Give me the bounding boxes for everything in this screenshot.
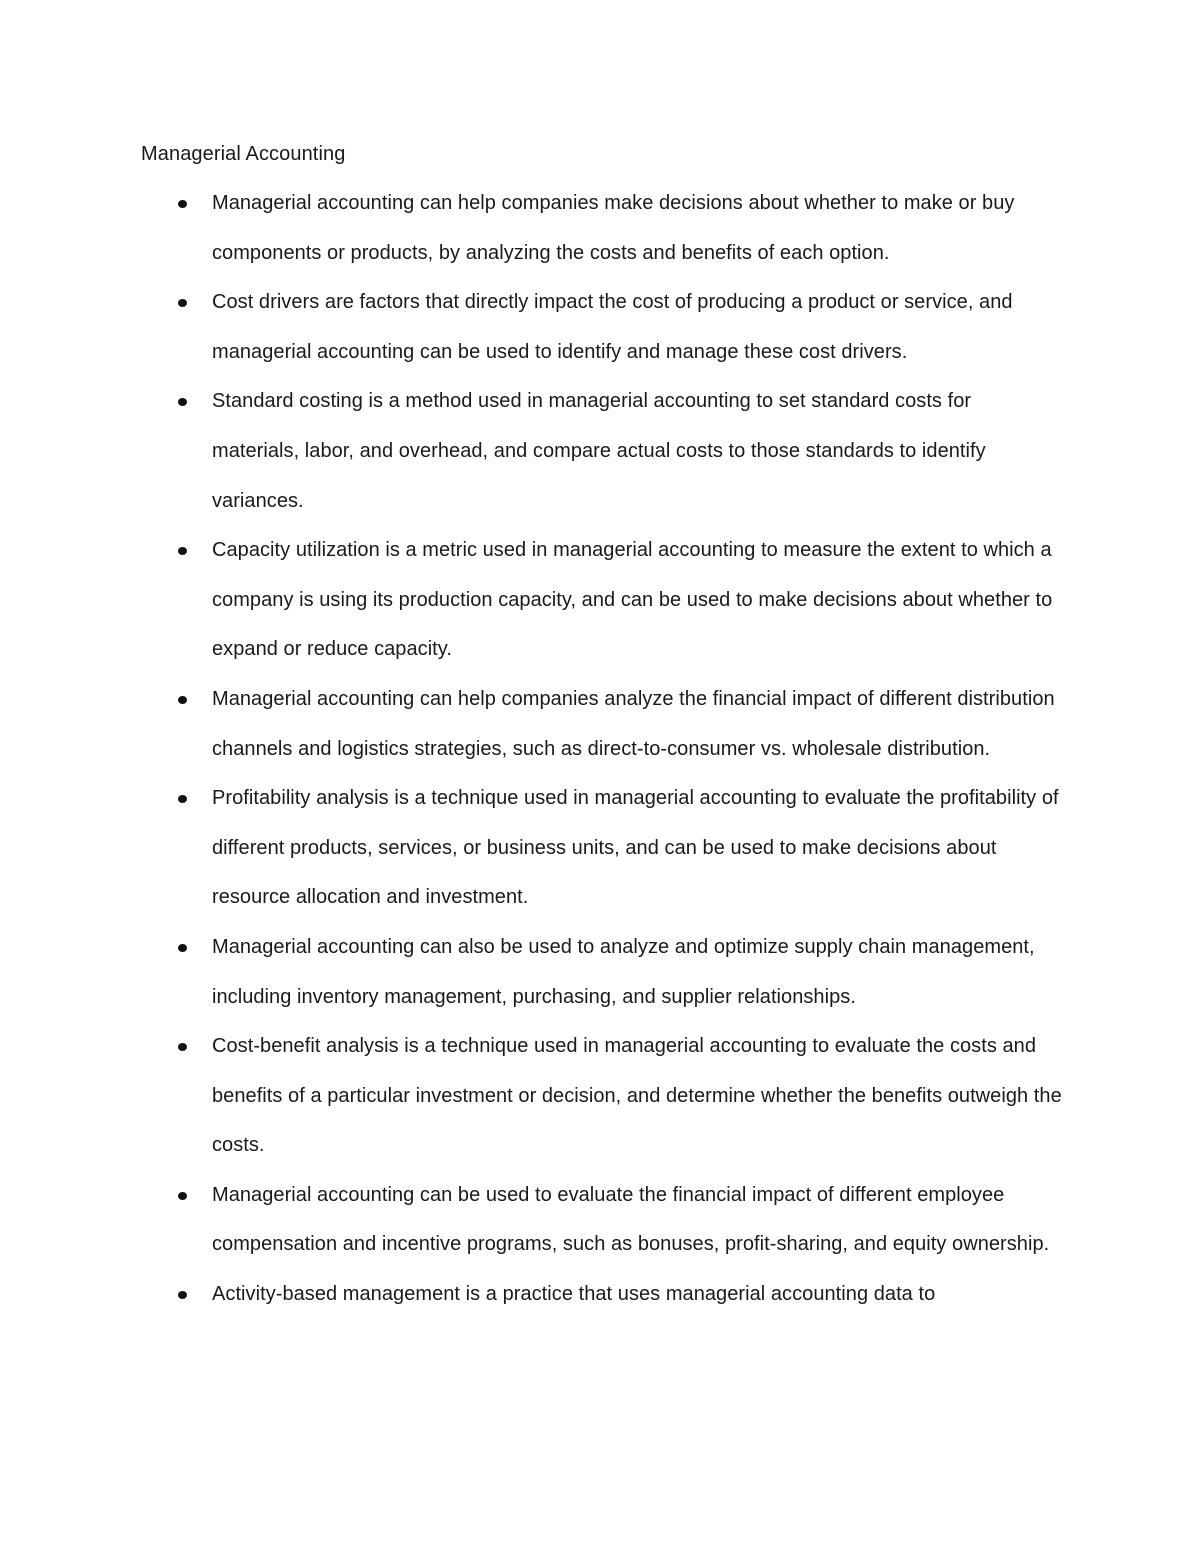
bullet-text: Capacity utilization is a metric used in managerial accounting to measure the extent to which a company is using its production capacity, and can be used to make decisions about whether to expand or reduce capacity. — [212, 539, 1053, 661]
document-title: Managerial Accounting — [141, 143, 346, 165]
bullet-text: Profitability analysis is a technique used in managerial accounting to evaluate the profitability of different products, services, or business units, and can be used to make decisions about resource allocation and investment. — [212, 787, 1059, 909]
bullet-text: Cost-benefit analysis is a technique used in managerial accounting to evaluate the costs and benefits of a particular investment or decision, and determine whether the benefits outweigh the costs. — [212, 1035, 1062, 1157]
bullet-icon — [178, 944, 187, 952]
list-item — [0, 1171, 1062, 1270]
bullet-text: Managerial accounting can help companies make decisions about whether to make or buy components or products, by analyzing the costs and benefits of each option. — [212, 192, 1015, 264]
bullet-icon — [178, 299, 187, 307]
bullet-icon — [178, 398, 187, 406]
bullet-icon — [178, 1192, 187, 1200]
bullet-list — [0, 179, 1200, 1320]
list-item — [0, 278, 1062, 377]
list-item — [0, 526, 1062, 675]
list-item — [0, 1022, 1062, 1171]
bullet-text: Managerial accounting can be used to evaluate the financial impact of different employee compensation and incentive programs, such as bonuses, profit-sharing, and equity ownership. — [212, 1183, 1050, 1256]
bullet-icon — [178, 696, 187, 704]
bullet-icon — [178, 200, 187, 208]
list-item — [0, 675, 1062, 774]
list-item — [0, 774, 1062, 923]
bullet-icon — [178, 795, 187, 803]
bullet-text: Cost drivers are factors that directly impact the cost of producing a product or service, and managerial accounting can be used to identify and manage these cost drivers. — [212, 291, 1013, 363]
bullet-text: Activity-based management is a practice that uses managerial accounting data to — [212, 1283, 936, 1306]
bullet-icon — [178, 547, 187, 555]
list-item — [0, 377, 1062, 526]
bullet-icon — [178, 1291, 187, 1299]
bullet-text: Managerial accounting can help companies analyze the financial impact of different distribution channels and logistics strategies, such as direct-to-consumer vs. wholesale distribution. — [212, 687, 1055, 760]
list-item — [0, 1270, 1062, 1320]
bullet-text: Standard costing is a method used in managerial accounting to set standard costs for materials, labor, and overhead, and compare actual costs to those standards to identify variances. — [212, 390, 986, 512]
list-item — [0, 179, 1062, 278]
list-item — [0, 923, 1062, 1022]
bullet-icon — [178, 1043, 187, 1051]
bullet-text: Managerial accounting can also be used to analyze and optimize supply chain management, including inventory management, purchasing, and supplier relationships. — [212, 935, 1035, 1008]
